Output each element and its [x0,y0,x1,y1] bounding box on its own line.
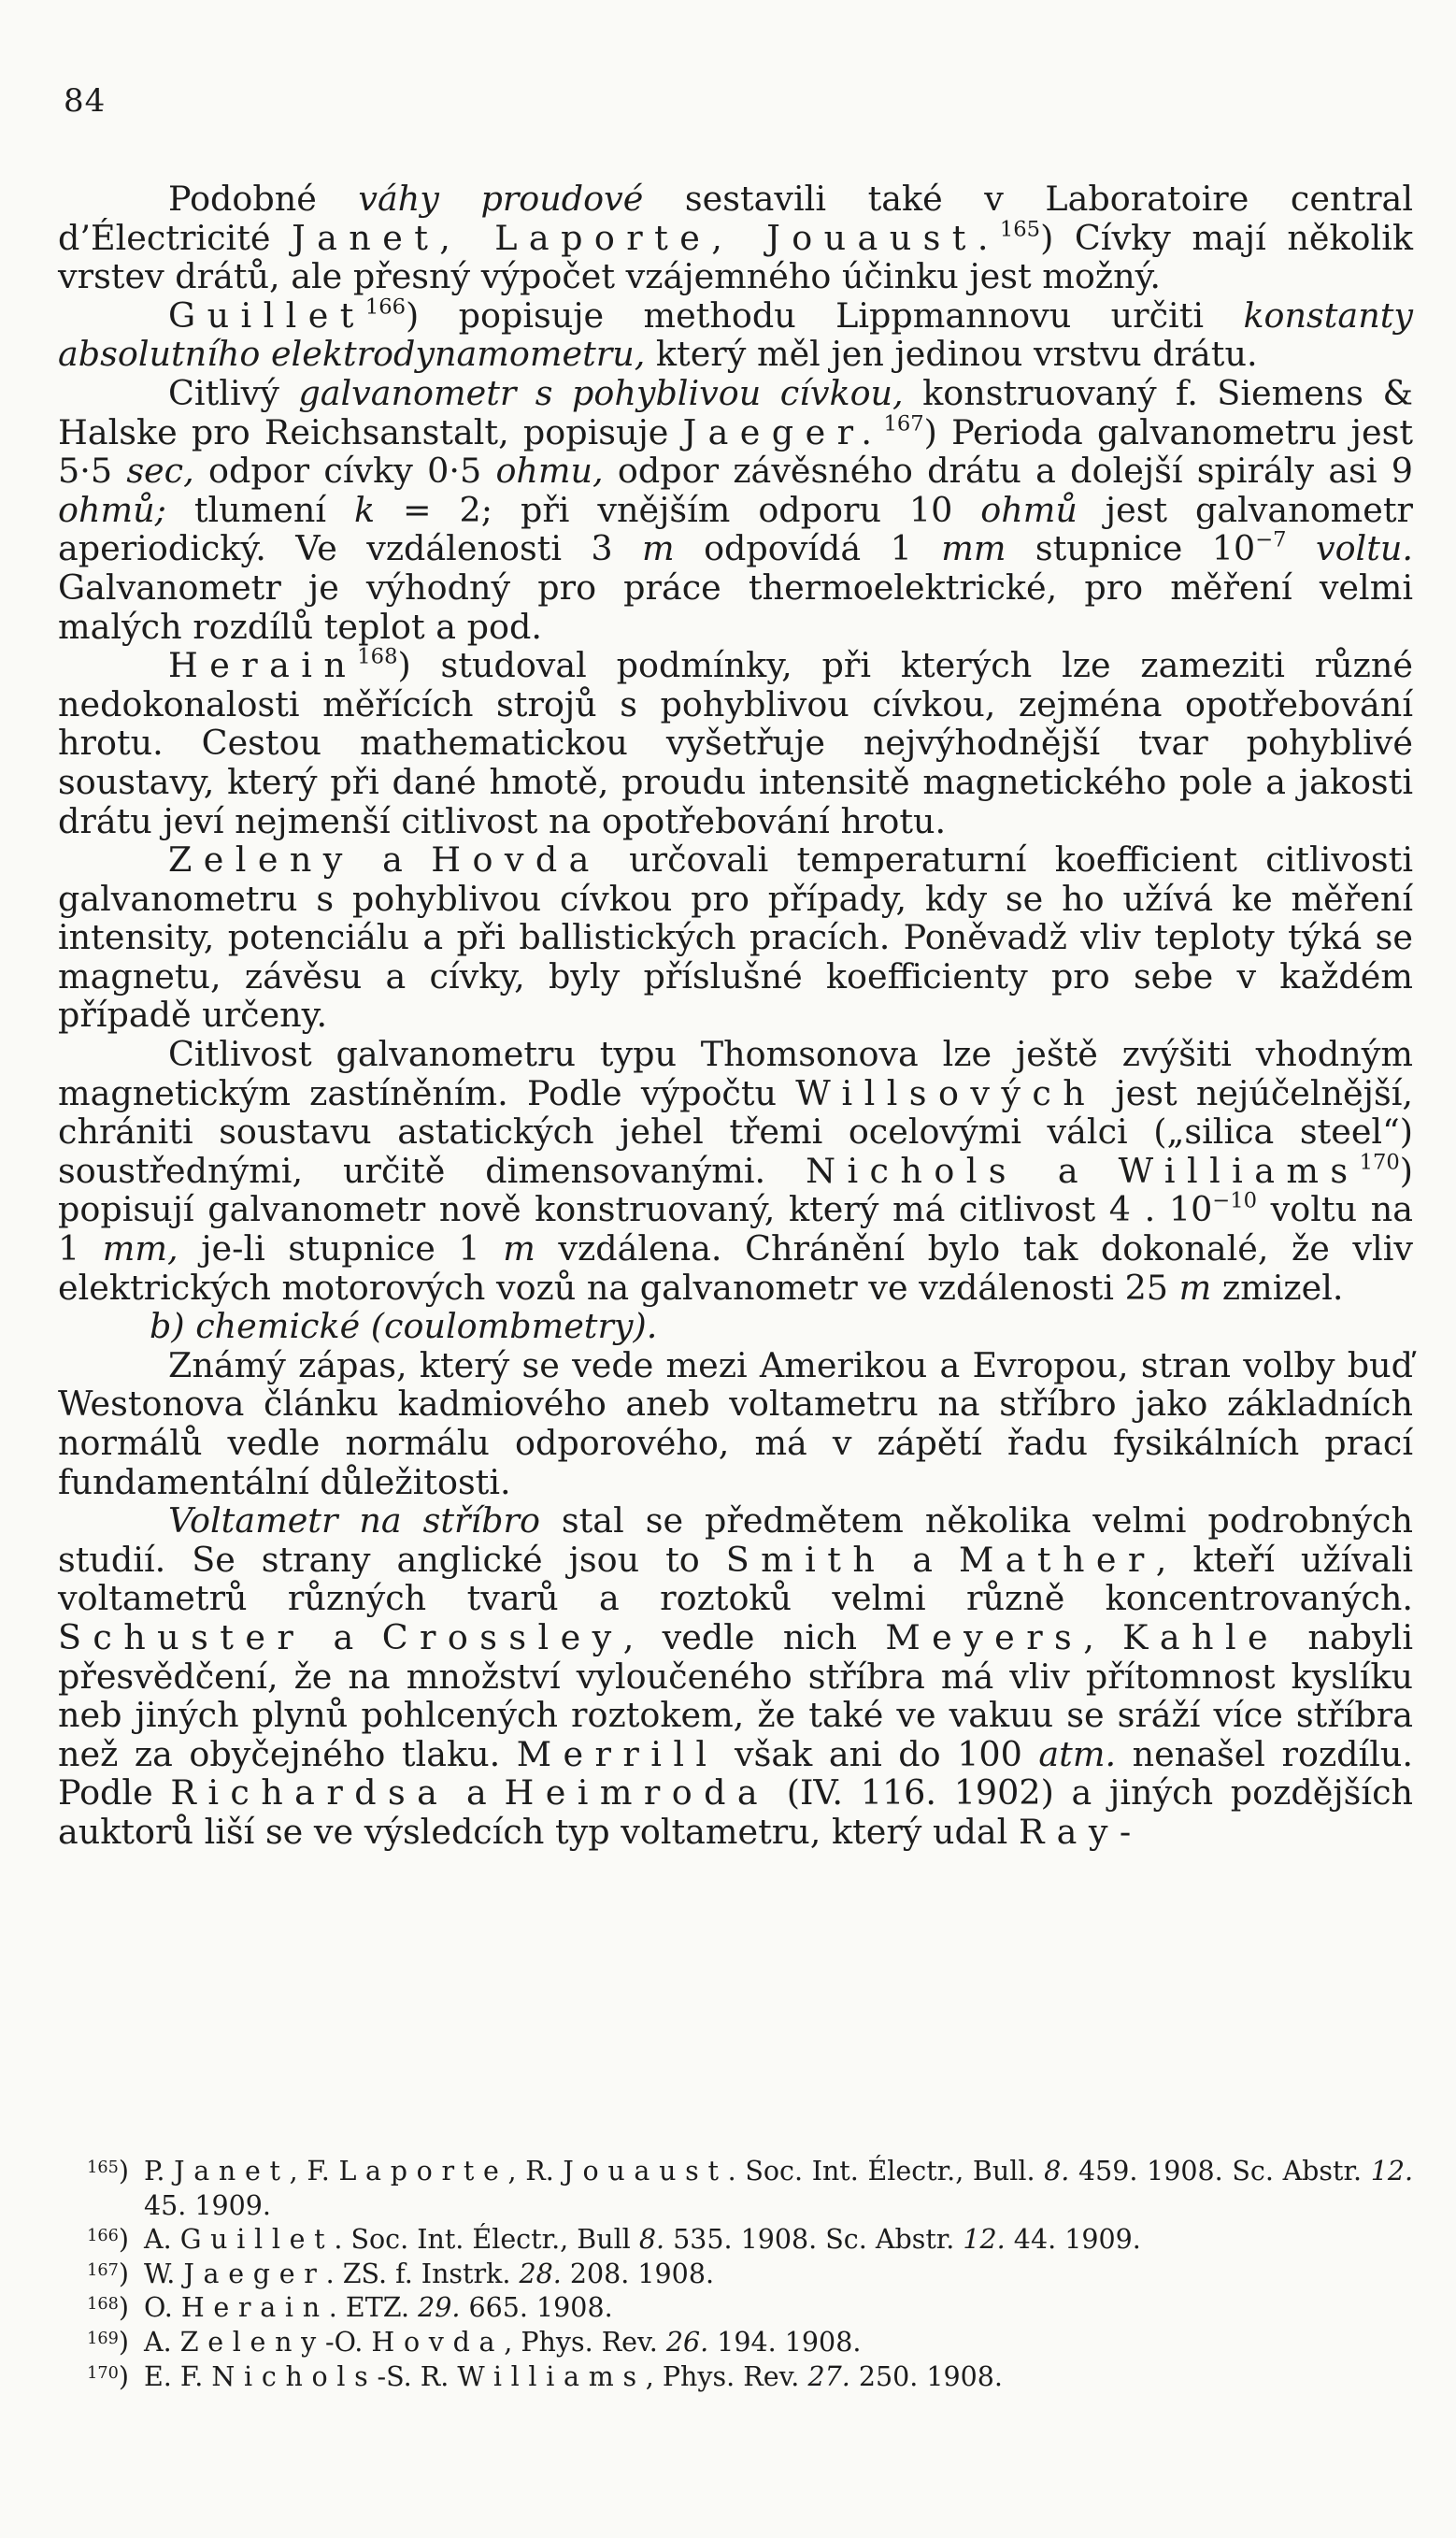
footnote-mark: $^{169}$) [87,2326,129,2358]
text-run: a [353,839,432,881]
spaced-name: Heimroda [504,1772,770,1814]
footnote-ref: −7 [1255,527,1287,552]
italic-text: galvanometr s pohyblivou cívkou, [298,372,904,413]
page-number: 84 [64,82,107,120]
spaced-name: Crossley [381,1616,623,1657]
italic-text: voltu. [1315,528,1413,569]
text-run: 459. 1908. Sc. Abstr. [1069,2156,1371,2187]
footnote-ref: 170 [1359,1150,1400,1175]
footnote-mark: $^{168}$) [87,2292,129,2324]
footnote-number: 167 [87,2260,119,2280]
text-run: vzdálena. Chránění bylo tak dokonalé, že vliv elektrických motorových vozů na galvanometr ve vzdálenosti 25 [58,1228,1414,1308]
paragraph [58,1035,1413,1307]
text-run: Známý zápas, který se vede mezi Amerikou a Evropou, stran volby buď Westonova článku kadmiového aneb voltametru na stříbro jako základních normálů vedle normálu odporového, má v zápětí řadu fysikálních prací fundamentální důležitosti. [58,1344,1413,1502]
spaced-name: Merrill [516,1733,719,1774]
text-run: stal se předmětem několika velmi podrobných studií. Se strany anglické jsou to [58,1500,1413,1580]
spaced-name: Hovda [431,839,601,881]
footnote-mark: $^{170}$) [87,2360,129,2392]
text-run: určovali temperaturní koefficient citlivosti galvanometru s pohyblivou cívkou pro případy, kdy se ho užívá ke měření intensity, potenciálu a při ballistických pracích. Poněvadž vliv teploty týká se magnetu, závěsu a cívky, byly příslušné koefficienty pro sebe v každém případě určeny. [58,839,1414,1036]
italic-text: sec, [126,451,194,492]
spaced-name: Herain [168,645,358,686]
paragraph [58,646,1413,840]
spaced-name: Williams [457,2360,646,2392]
footnote-number: 169 [87,2330,119,2349]
footnote-ref: 165 [999,216,1041,241]
text-run: Citlivý [168,372,299,413]
footnote-text [144,2155,1413,2223]
italic-text: mm, [102,1228,178,1269]
spaced-name: Herain [180,2292,329,2324]
paragraphs-after-heading [58,1346,1413,1852]
text-run: Citlivost galvanometru typu Thomsonova lze ještě zvýšiti vhodným magnetickým zastíněním. Podle výpočtu [58,1034,1413,1113]
footnote-ref: 167 [883,410,924,436]
text-run: W. [144,2258,184,2289]
text-run: a [305,1616,382,1657]
text-run: 665. 1908. [460,2292,613,2324]
footnote-text [144,2258,1413,2292]
text-run: nenašel rozdílu. Podle [58,1733,1414,1814]
text-run: stupnice 10 [1006,528,1256,569]
footnote-number: 166 [87,2227,119,2246]
italic-text: 29. [418,2292,461,2324]
italic-text: 8. [1044,2156,1070,2187]
text-run: O. [144,2292,181,2324]
text-run: Galvanometr je výhodný pro práce thermoelektrické, pro měření velmi malých rozdílů teplot a pod. [58,566,1413,647]
footnote [58,2291,1413,2326]
italic-text: atm. [1038,1733,1117,1774]
text-run: 250. 1908. [849,2360,1003,2392]
paragraph [58,179,1413,296]
footnote-ref: 168 [357,644,398,669]
spaced-name: Williams [1118,1150,1360,1191]
text-run: A. [144,2224,180,2256]
text-run: nabyli přesvědčení, že na množství vyloučeného stříbra má vliv přítomnost kyslíku neb jiných plynů pohlcených roztokem, že také ve vakuu se sráží více stříbra než za obyčejného tlaku. [58,1616,1414,1774]
text-run: jest nejúčelnější, chrániti soustavu astatických jehel třemi ocelovými válci („silica steel“) soustřednými, určitě dimensovanými. [58,1072,1413,1191]
text-run: ) Perioda galvanometru jest 5·5 [58,411,1413,492]
paragraph [58,1346,1413,1501]
italic-text: 12. [1370,2156,1414,2187]
spaced-name: Willsových [795,1072,1097,1113]
spaced-name: Schuster [58,1616,306,1657]
footnote [58,2223,1413,2258]
italic-text: ohmu, [495,451,604,492]
spaced-name: Meyers [885,1616,1084,1657]
spaced-name: Guillet [168,294,365,336]
text-run: 208. 1908. [561,2258,715,2289]
spaced-name: Jouaust [563,2156,728,2187]
footnote-text [144,2326,1413,2360]
spaced-name: Kahle [1122,1616,1280,1657]
text-run: , Phys. Rev. [504,2326,666,2358]
spaced-name: Nichols [806,1150,1018,1191]
spaced-name: Hovda [371,2326,505,2358]
italic-text: m [642,528,675,569]
text-run: a [449,1772,505,1814]
text-run [1287,528,1316,568]
text-run: , kteří užívali voltametrů různých tvarů a roztoků velmi různě koncentrovaných. [58,1539,1413,1619]
text-run: odpor cívky 0·5 [193,451,496,492]
text-run: , F. [289,2156,339,2187]
text-run: -O. [324,2326,372,2358]
paragraph [58,840,1413,1035]
text-run: , R. [507,2156,564,2187]
spaced-name: Richardsa [170,1772,450,1814]
section-heading: b) chemické (coulombmetry). [150,1306,658,1347]
paragraph [58,296,1413,374]
text-run: , vedle nich [622,1616,886,1657]
text-run: E. F. [144,2360,212,2392]
text-run: odpor závěsného drátu a dolejší spirály asi 9 [603,451,1413,492]
text-run: . Soc. Int. Électr., Bull. [727,2156,1045,2187]
footnote-number: 170 [87,2363,119,2383]
text-run: Podobné [168,179,359,219]
footnote-number: 165 [87,2158,119,2178]
footnote [58,2258,1413,2292]
text-run: 45. 1909. [144,2189,271,2221]
italic-text: mm [941,528,1006,569]
text-run: ) Cívky mají několik vrstev drátů, ale přesný výpočet vzájemného účinku jest možný. [58,217,1413,297]
text-run: však ani do 100 [718,1733,1039,1774]
text-run: jest galvanometr aperiodický. Ve vzdálenosti 3 [58,489,1413,569]
footnote-text [144,2291,1413,2326]
spaced-name: Jaeger [183,2258,326,2289]
main-text [58,179,1413,1852]
text-run: který měl jen jedinou vrstvu drátu. [645,334,1258,375]
italic-text: konstanty absolutního elektrodynamometru, [58,294,1413,375]
text-run: -S. R. [377,2360,458,2392]
text-run: , Phys. Rev. [645,2360,808,2392]
spaced-name: Ray- [1018,1811,1143,1852]
footnote-text [144,2360,1413,2395]
italic-text: 8. [638,2224,665,2256]
italic-text: váhy proudové [358,179,644,219]
footnote-number: 168 [87,2295,119,2315]
text-run: ) popisuje methodu Lippmannovu určiti [406,294,1244,336]
spaced-name: Zeleny [179,2326,325,2358]
italic-text: ohmů; [58,489,166,530]
footnote-mark: $^{166}$) [87,2224,129,2256]
footnote-text [144,2223,1413,2258]
paragraph [58,1501,1413,1851]
text-run: . ZS. f. Instrk. [325,2258,520,2289]
text-run: a [886,1539,959,1580]
footnote [58,2360,1413,2395]
spaced-name: Jaeger. [682,411,884,452]
spaced-name: Janet [174,2156,290,2187]
spaced-name: Janet, Laporte, Jouaust. [292,217,1000,258]
spaced-name: Smith [725,1539,887,1580]
paragraph [58,374,1413,646]
footnote-ref: 166 [364,294,407,320]
footnote-mark: $^{167}$) [87,2258,129,2289]
text-run: 194. 1908. [708,2326,862,2358]
text-run: tlumení [165,489,354,530]
footnote [58,2155,1413,2223]
footnote-mark: $^{165}$) [87,2156,129,2187]
spaced-name: Guillet [179,2224,335,2256]
italic-text: m [503,1228,535,1269]
italic-text: m [1178,1267,1212,1308]
italic-text: ohmů [980,489,1078,530]
text-run: (IV. 116. 1902) a jiných pozdějších auktorů liší se ve výsledcích typ voltametru, který udal [58,1772,1414,1852]
italic-text: 28. [519,2258,562,2289]
text-run: a [1017,1150,1119,1191]
footnote [58,2326,1413,2360]
text-run: konstruovaný f. Siemens & Halske pro Reichsanstalt, popisuje [58,372,1413,452]
spaced-name: Zeleny [168,839,354,881]
text-run: = 2; při vnějším odporu 10 [375,489,981,530]
italic-text: k [353,489,376,530]
italic-text: 26. [665,2326,709,2358]
spaced-name: Mather [958,1539,1156,1580]
italic-text: Voltametr na stříbro [168,1500,540,1541]
text-run: . ETZ. [328,2292,419,2324]
text-run: . Soc. Int. Électr., Bull [334,2224,639,2256]
text-run: je-li stupnice 1 [178,1228,504,1269]
text-run: ) studoval podmínky, při kterých lze zameziti různé nedokonalosti měřících strojů s pohyblivou cívkou, zejména opotřebování hrotu. Cestou mathematickou vyšetřuje nejvýhodnější tvar pohyblivé soustavy, který při dané hmotě, proudu intensitě magnetického pole a jakosti drátu jeví nejmenší citlivost na opotřebování hrotu. [58,645,1413,841]
text-run: 535. 1908. Sc. Abstr. [664,2224,964,2256]
footnotes [58,2155,1413,2394]
footnote-ref: −10 [1212,1188,1258,1213]
text-run: zmizel. [1211,1267,1344,1308]
paragraphs-before-heading [58,179,1413,1307]
text-run: , [1083,1616,1123,1657]
text-run: P. [144,2156,175,2187]
text-run: A. [144,2326,180,2358]
text-run: voltu na 1 [58,1189,1413,1269]
italic-text: 12. [963,2224,1006,2256]
text-run: odpovídá 1 [674,528,942,569]
spaced-name: Laporte [338,2156,508,2187]
text-run: 44. 1909. [1005,2224,1141,2256]
italic-text: 27. [807,2360,850,2392]
text-run: ) popisují galvanometr nově konstruovaný, který má citlivost 4 . 10 [58,1150,1414,1230]
spaced-name: Nichols [211,2360,378,2392]
text-run: sestavili také v Laboratoire central d’Électricité [58,179,1413,258]
